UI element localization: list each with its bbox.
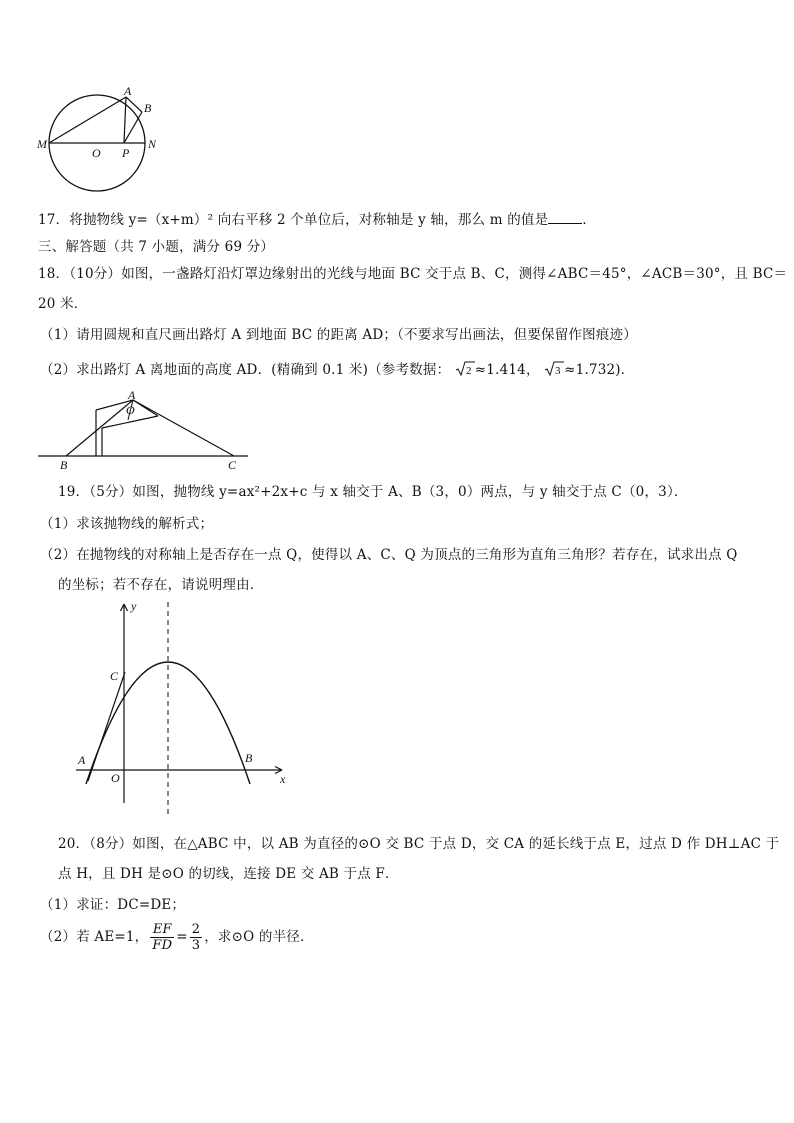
frac1-denominator: FD xyxy=(152,938,173,953)
q17-text: 17．将抛物线 y=（x+m）² 向右平移 2 个单位后，对称轴是 y 轴，那么 m 的值是 xyxy=(38,212,549,228)
question-20-part2 xyxy=(40,922,314,953)
sqrt-2 xyxy=(455,361,475,378)
question-18-line1: 18．（10分）如图，一盏路灯沿灯罩边缘射出的光线与地面 BC 交于点 B、C，测得∠ABC＝45°，∠ACB＝30°，且 BC＝ xyxy=(38,266,788,282)
question-20-line2: 点 H，且 DH 是⊙O 的切线，连接 DE 交 AB 于点 F． xyxy=(58,866,399,882)
question-19-part2-line2: 的坐标；若不存在，请说明理由． xyxy=(58,577,264,593)
sqrt-2-radicand: 2 xyxy=(465,365,472,377)
ray-ab xyxy=(66,400,133,456)
question-19-part1: （1）求该抛物线的解析式； xyxy=(40,516,214,532)
question-18-part1: （1）请用圆规和直尺画出路灯 A 到地面 BC 的距离 AD；（不要求写出画法，但要保留作图痕迹） xyxy=(40,327,637,343)
q20-part2-lead: （2）若 AE=1， xyxy=(40,929,149,945)
segment-ac xyxy=(88,672,125,781)
equals-sign: = xyxy=(176,929,188,945)
label-c: C xyxy=(228,458,237,472)
q20-part2-tail: ，求⊙O 的半径． xyxy=(204,929,314,945)
answer-blank xyxy=(548,211,582,224)
fraction-2-3 xyxy=(190,922,202,953)
section-title: 三、解答题（共 7 小题，满分 69 分） xyxy=(38,239,275,255)
label-x: x xyxy=(280,772,286,786)
parabola-figure xyxy=(54,598,294,820)
question-17 xyxy=(38,208,596,228)
label-o: O xyxy=(92,146,101,160)
label-o: O xyxy=(126,403,135,417)
question-19-part2-line1: （2）在抛物线的对称轴上是否存在一点 Q，使得以 A、C、Q 为顶点的三角形为直角三角形？若存在，试求出点 Q xyxy=(40,547,738,563)
ray-ac xyxy=(133,400,234,456)
fraction-ef-fd xyxy=(150,922,174,953)
label-a: A xyxy=(128,390,136,402)
sqrt-3-radicand: 3 xyxy=(555,365,561,377)
question-19-line1: 19．（5分）如图，抛物线 y=ax²+2x+c 与 x 轴交于 A、B（3，0）两点，与 y 轴交于点 C（0，3）． xyxy=(58,484,688,500)
label-c: C xyxy=(110,669,119,683)
label-b: B xyxy=(144,101,152,115)
frac2-denominator: 3 xyxy=(191,938,201,953)
label-o: O xyxy=(111,771,120,785)
q17-end: ． xyxy=(582,212,597,228)
q18-val3: ≈1.732)． xyxy=(564,362,635,378)
question-18-line2: 20 米． xyxy=(38,296,88,312)
q18-part2-text: （2）求出路灯 A 离地面的高度 AD．(精确到 0.1 米)（参考数据： xyxy=(40,362,451,378)
label-b: B xyxy=(245,751,253,765)
streetlamp-figure xyxy=(36,390,250,472)
frac2-numerator: 2 xyxy=(191,922,201,937)
question-20-part1: （1）求证：DC=DE； xyxy=(40,897,186,913)
label-p: P xyxy=(122,146,130,160)
label-a: A xyxy=(124,84,132,98)
frac1-numerator: EF xyxy=(150,922,174,938)
label-a: A xyxy=(78,753,86,767)
label-y: y xyxy=(131,599,137,613)
question-18-part2 xyxy=(40,358,634,378)
question-20-line1: 20．（8分）如图，在△ABC 中，以 AB 为直径的⊙O 交 BC 于点 D，交 CA 的延长线于点 E，过点 D 作 DH⊥AC 于 xyxy=(58,836,780,852)
label-m: M xyxy=(37,137,47,151)
sqrt-3 xyxy=(544,361,564,378)
q18-val2: ≈1.414， xyxy=(474,362,540,378)
label-b: B xyxy=(60,458,68,472)
segment-bp xyxy=(124,112,142,143)
segment-ab xyxy=(126,97,142,112)
segment-ma xyxy=(49,97,126,143)
circle-figure xyxy=(36,84,170,194)
label-n: N xyxy=(148,137,157,151)
shade-line xyxy=(102,416,158,428)
